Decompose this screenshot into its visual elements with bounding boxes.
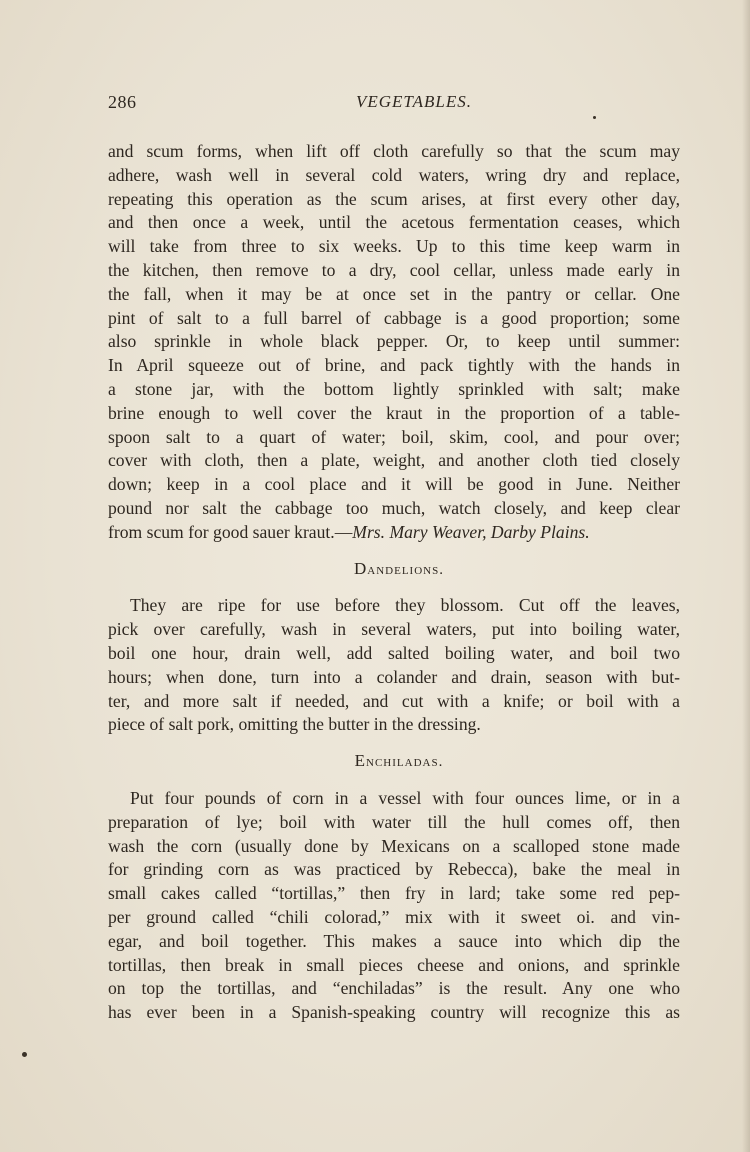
paragraph-dandelions (108, 594, 680, 737)
text-line: Put four pounds of corn in a vessel with four ounces lime, or in a (130, 787, 680, 808)
ink-speck (22, 1052, 27, 1057)
text-line: on top the tortillas, and “enchiladas” is the result. Any one who (108, 978, 680, 999)
text-line: has ever been in a Spanish-speaking country will recognize this as (108, 1002, 680, 1023)
text-line: pint of salt to a full barrel of cabbage is a good proportion; some (108, 307, 680, 328)
text-line: will take from three to six weeks. Up to this time keep warm in (108, 236, 680, 257)
text-line: ter, and more salt if needed, and cut with a knife; or boil with a (108, 690, 680, 711)
text-line: wash the corn (usually done by Mexicans on a scalloped stone made (108, 835, 680, 856)
text-line: repeating this operation as the scum arises, at first every other day, (108, 188, 680, 209)
text-line: the fall, when it may be at once set in the pantry or cellar. One (108, 283, 680, 304)
text-line: In April squeeze out of brine, and pack tightly with the hands in (108, 355, 680, 376)
text-line: brine enough to well cover the kraut in the proportion of a table- (108, 402, 680, 423)
text-line: the kitchen, then remove to a dry, cool cellar, unless made early in (108, 259, 680, 280)
text-line: pick over carefully, wash in several waters, put into boiling water, (108, 619, 680, 640)
text-line: also sprinkle in whole black pepper. Or, to keep until summer: (108, 331, 680, 352)
text-line: They are ripe for use before they blossom. Cut off the leaves, (130, 595, 680, 616)
text-line: tortillas, then break in small pieces cheese and onions, and sprinkle (108, 954, 680, 975)
text-line: hours; when done, turn into a colander and drain, season with but- (108, 666, 680, 687)
text-line: down; keep in a cool place and it will be good in June. Neither (108, 474, 680, 495)
paragraph-enchiladas (108, 787, 680, 1025)
text-line: pound nor salt the cabbage too much, watch closely, and keep clear (108, 497, 680, 518)
paragraph-sauerkraut (108, 140, 680, 545)
section-heading-enchiladas: Enchiladas. (354, 751, 444, 771)
text-line: boil one hour, drain well, add salted boiling water, and boil two (108, 642, 680, 663)
text-line: for grinding corn as was practiced by Rebecca), bake the meal in (108, 859, 680, 880)
text-line: small cakes called “tortillas,” then fry in lard; take some red pep- (108, 883, 680, 904)
text-line-attribution (108, 521, 680, 545)
text-line: a stone jar, with the bottom lightly sprinkled with salt; make (108, 378, 680, 399)
text-line: and then once a week, until the acetous fermentation ceases, which (108, 212, 680, 233)
page-number: 286 (108, 92, 137, 112)
section-heading-dandelions: Dandelions. (354, 558, 444, 578)
attribution: Mrs. Mary Weaver, Darby Plains. (352, 521, 590, 542)
page-edge-shadow (742, 0, 750, 1152)
page-header (108, 92, 680, 118)
text-line: adhere, wash well in several cold waters, wring dry and replace, (108, 164, 680, 185)
text-line: egar, and boil together. This makes a sauce into which dip the (108, 930, 680, 951)
text-line: piece of salt pork, omitting the butter in the dressing. (108, 714, 481, 735)
text-line: and scum forms, when lift off cloth carefully so that the scum may (108, 141, 680, 161)
running-head: VEGETABLES. (356, 92, 472, 111)
text-line: cover with cloth, then a plate, weight, and another cloth tied closely (108, 450, 680, 471)
text-line: spoon salt to a quart of water; boil, skim, cool, and pour over; (108, 426, 680, 447)
text-line: per ground called “chili colorad,” mix with it sweet oi. and vin- (108, 906, 680, 927)
text-line: preparation of lye; boil with water till the hull comes off, then (108, 811, 680, 832)
body-text (108, 140, 680, 1025)
ink-speck (593, 116, 596, 119)
text-fragment: from scum for good sauer kraut.— (108, 521, 353, 542)
